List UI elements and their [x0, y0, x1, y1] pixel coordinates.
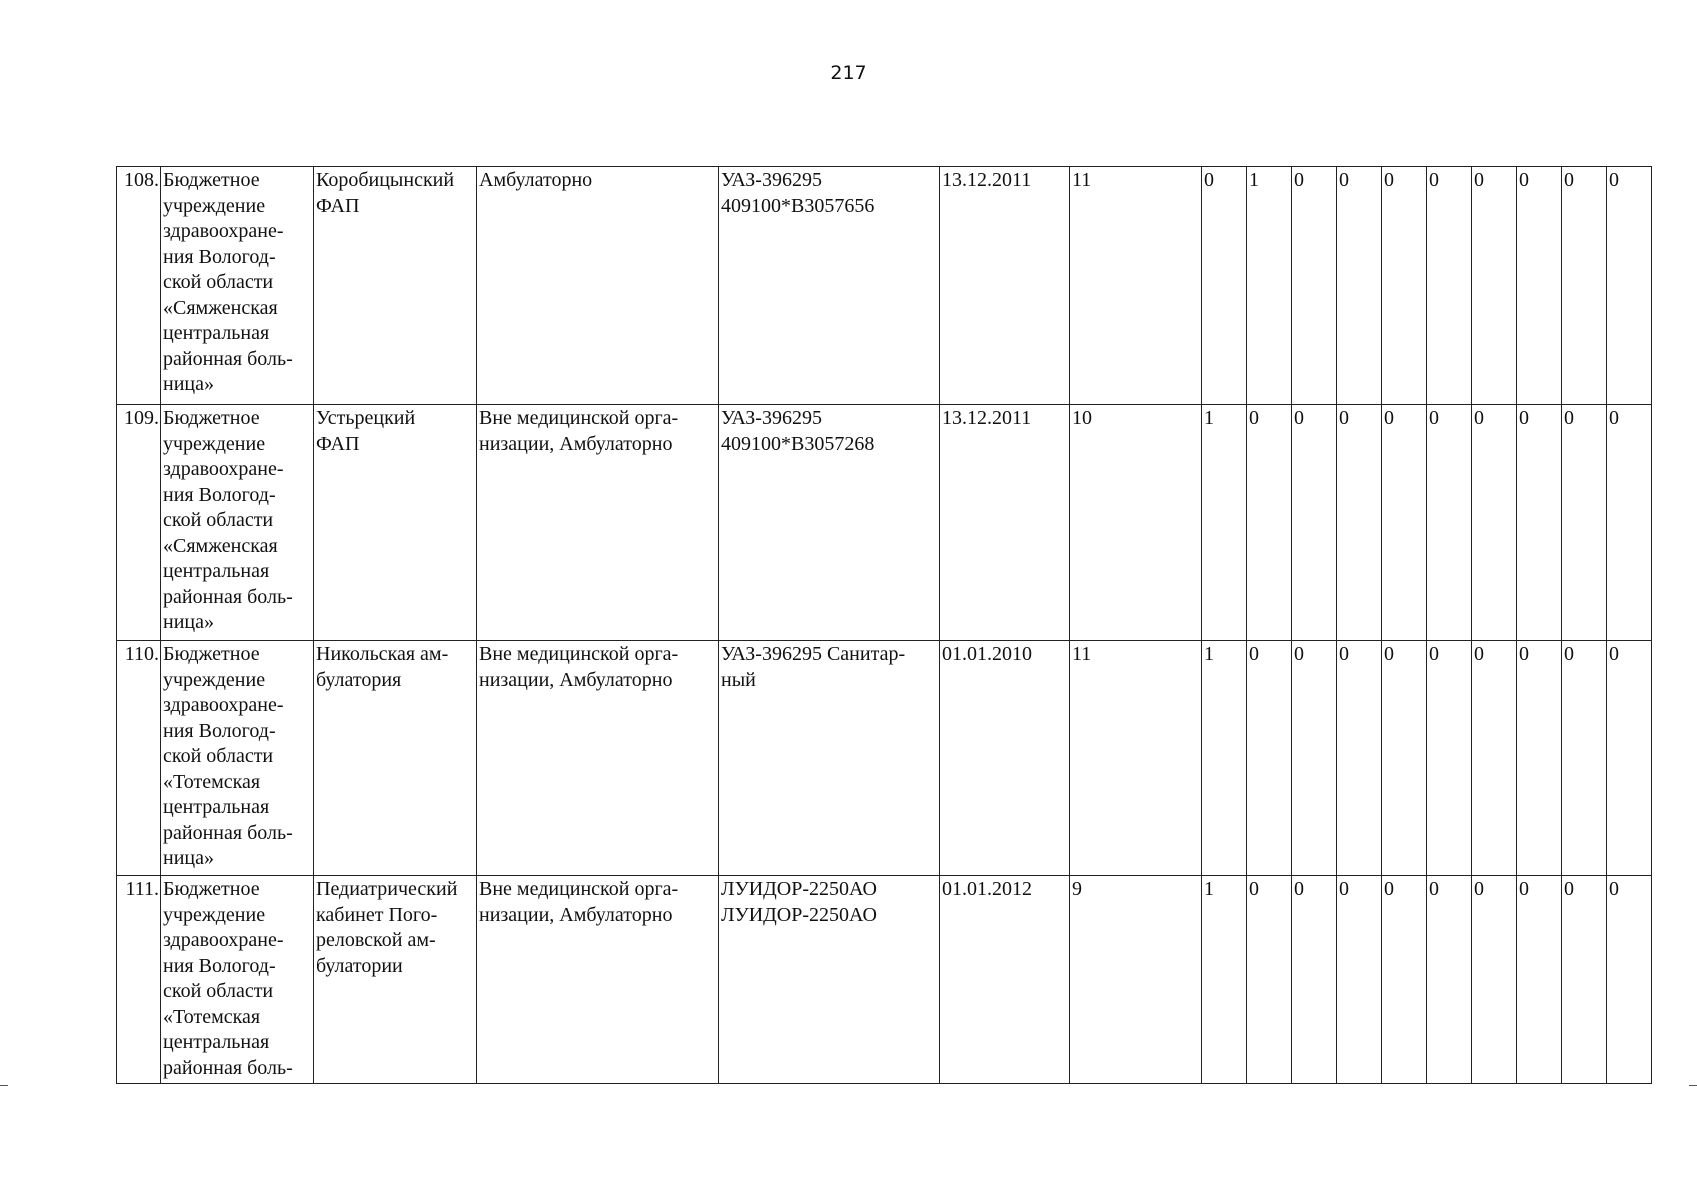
left-edge-mark	[0, 1085, 8, 1086]
organization-cell-line: центральная	[163, 560, 270, 582]
age-cell: 11	[1070, 167, 1202, 405]
row-number-cell: 110.	[117, 641, 161, 876]
organization-cell-line: здравоохране-	[163, 929, 284, 951]
date-cell: 13.12.2011	[940, 167, 1070, 405]
flag-cell: 0	[1337, 641, 1382, 876]
flag-cell: 1	[1202, 641, 1247, 876]
organization-cell-line: районная боль-	[163, 585, 293, 608]
vehicle-cell	[719, 876, 940, 1084]
flag-cell: 0	[1517, 876, 1562, 1084]
flag-cell: 0	[1562, 405, 1607, 641]
vehicle-cell-line: 409100*В3057268	[721, 432, 875, 455]
row-number-cell: 111.	[117, 876, 161, 1084]
vehicle-cell-line: УАЗ-396295 Санитар-	[721, 643, 906, 665]
usage-cell-line: низации, Амбулаторно	[479, 903, 673, 926]
flag-cell: 0	[1607, 405, 1652, 641]
flag-cell: 0	[1247, 405, 1292, 641]
flag-cell: 0	[1607, 167, 1652, 405]
organization-cell-line: ница»	[163, 611, 214, 633]
row-number-cell: 108.	[117, 167, 161, 405]
flag-cell: 0	[1382, 405, 1427, 641]
unit-cell-line: реловской ам-	[316, 929, 436, 951]
flag-cell: 0	[1517, 167, 1562, 405]
organization-cell	[161, 405, 314, 641]
flag-cell: 0	[1562, 641, 1607, 876]
organization-cell-line: ской области	[163, 980, 274, 1002]
flag-cell: 0	[1472, 641, 1517, 876]
usage-cell-line: Вне медицинской орга-	[479, 878, 679, 900]
organization-cell-line: районная боль-	[163, 347, 293, 370]
unit-cell	[314, 167, 477, 405]
organization-cell-line: ской области	[163, 745, 274, 767]
organization-cell-line: Бюджетное	[163, 169, 260, 191]
organization-cell-line: районная боль-	[163, 1056, 293, 1079]
unit-cell-line: ФАП	[316, 194, 360, 217]
vehicle-cell-line: ЛУИДОР-2250АО	[721, 903, 877, 926]
organization-cell-line: ской области	[163, 271, 274, 293]
flag-cell: 0	[1427, 405, 1472, 641]
organization-cell-line: Бюджетное	[163, 643, 260, 665]
vehicle-cell-line: ный	[721, 668, 756, 691]
unit-cell	[314, 641, 477, 876]
organization-cell-line: здравоохране-	[163, 694, 284, 716]
flag-cell: 0	[1472, 167, 1517, 405]
vehicle-cell	[719, 405, 940, 641]
vehicle-cell-line: ЛУИДОР-2250АО	[721, 878, 877, 900]
flag-cell: 0	[1202, 167, 1247, 405]
vehicle-cell-line: 409100*В3057656	[721, 194, 875, 217]
flag-cell: 0	[1337, 405, 1382, 641]
flag-cell: 0	[1382, 167, 1427, 405]
unit-cell	[314, 876, 477, 1084]
usage-cell	[477, 876, 719, 1084]
usage-cell	[477, 405, 719, 641]
organization-cell-line: ния Вологод-	[163, 483, 276, 506]
usage-cell-line: низации, Амбулаторно	[479, 668, 673, 691]
flag-cell: 0	[1472, 876, 1517, 1084]
table-body	[117, 167, 1652, 1084]
organization-cell-line: «Сямженская	[163, 534, 278, 557]
unit-cell-line: Никольская ам-	[316, 643, 449, 665]
flag-cell: 0	[1562, 876, 1607, 1084]
unit-cell-line: булатории	[316, 954, 403, 977]
flag-cell: 0	[1337, 876, 1382, 1084]
flag-cell: 1	[1202, 405, 1247, 641]
organization-cell-line: Бюджетное	[163, 878, 260, 900]
flag-cell: 0	[1292, 167, 1337, 405]
flag-cell: 0	[1517, 641, 1562, 876]
table-row	[117, 641, 1652, 876]
organization-cell-line: «Тотемская	[163, 1005, 261, 1028]
age-cell: 10	[1070, 405, 1202, 641]
unit-cell-line: булатория	[316, 668, 402, 691]
usage-cell-line: низации, Амбулаторно	[479, 432, 673, 455]
vehicle-table	[116, 166, 1652, 1084]
flag-cell: 0	[1427, 641, 1472, 876]
organization-cell-line: «Тотемская	[163, 770, 261, 793]
organization-cell-line: ница»	[163, 373, 214, 395]
flag-cell: 0	[1292, 405, 1337, 641]
organization-cell	[161, 167, 314, 405]
unit-cell	[314, 405, 477, 641]
flag-cell: 0	[1247, 876, 1292, 1084]
organization-cell-line: учреждение	[163, 903, 266, 926]
flag-cell: 0	[1292, 876, 1337, 1084]
organization-cell-line: здравоохране-	[163, 220, 284, 242]
page-number: 217	[830, 62, 867, 84]
right-edge-mark	[1689, 1085, 1697, 1086]
usage-cell	[477, 641, 719, 876]
usage-cell-line: Вне медицинской орга-	[479, 643, 679, 665]
flag-cell: 0	[1427, 167, 1472, 405]
flag-cell: 0	[1427, 876, 1472, 1084]
table-row	[117, 876, 1652, 1084]
organization-cell-line: учреждение	[163, 668, 266, 691]
flag-cell: 0	[1607, 641, 1652, 876]
organization-cell-line: районная боль-	[163, 821, 293, 844]
organization-cell-line: ния Вологод-	[163, 245, 276, 268]
organization-cell-line: «Сямженская	[163, 296, 278, 319]
row-number-cell: 109.	[117, 405, 161, 641]
vehicle-cell	[719, 641, 940, 876]
age-cell: 11	[1070, 641, 1202, 876]
organization-cell-line: центральная	[163, 1031, 270, 1053]
flag-cell: 1	[1202, 876, 1247, 1084]
organization-cell-line: центральная	[163, 796, 270, 818]
organization-cell	[161, 641, 314, 876]
flag-cell: 1	[1247, 167, 1292, 405]
flag-cell: 0	[1337, 167, 1382, 405]
organization-cell-line: учреждение	[163, 432, 266, 455]
vehicle-cell-line: УАЗ-396295	[721, 169, 822, 191]
table-row	[117, 405, 1652, 641]
organization-cell-line: ской области	[163, 509, 274, 531]
organization-cell-line: учреждение	[163, 194, 266, 217]
flag-cell: 0	[1292, 641, 1337, 876]
unit-cell-line: кабинет Пого-	[316, 903, 438, 926]
flag-cell: 0	[1517, 405, 1562, 641]
vehicle-cell	[719, 167, 940, 405]
organization-cell-line: Бюджетное	[163, 407, 260, 429]
flag-cell: 0	[1562, 167, 1607, 405]
unit-cell-line: Педиатрический	[316, 878, 458, 900]
unit-cell-line: Коробицынский	[316, 169, 455, 191]
unit-cell-line: ФАП	[316, 432, 360, 455]
usage-cell	[477, 167, 719, 405]
flag-cell: 0	[1472, 405, 1517, 641]
flag-cell: 0	[1247, 641, 1292, 876]
vehicle-cell-line: УАЗ-396295	[721, 407, 822, 429]
age-cell: 9	[1070, 876, 1202, 1084]
unit-cell-line: Устьрецкий	[316, 407, 416, 429]
date-cell: 13.12.2011	[940, 405, 1070, 641]
organization-cell-line: здравоохране-	[163, 458, 284, 480]
date-cell: 01.01.2010	[940, 641, 1070, 876]
organization-cell-line: ница»	[163, 847, 214, 869]
flag-cell: 0	[1607, 876, 1652, 1084]
usage-cell-line: Вне медицинской орга-	[479, 407, 679, 429]
organization-cell-line: центральная	[163, 322, 270, 344]
organization-cell-line: ния Вологод-	[163, 719, 276, 742]
organization-cell-line: ния Вологод-	[163, 954, 276, 977]
organization-cell	[161, 876, 314, 1084]
usage-cell-line: Амбулаторно	[479, 169, 593, 191]
table-row	[117, 167, 1652, 405]
flag-cell: 0	[1382, 641, 1427, 876]
flag-cell: 0	[1382, 876, 1427, 1084]
date-cell: 01.01.2012	[940, 876, 1070, 1084]
